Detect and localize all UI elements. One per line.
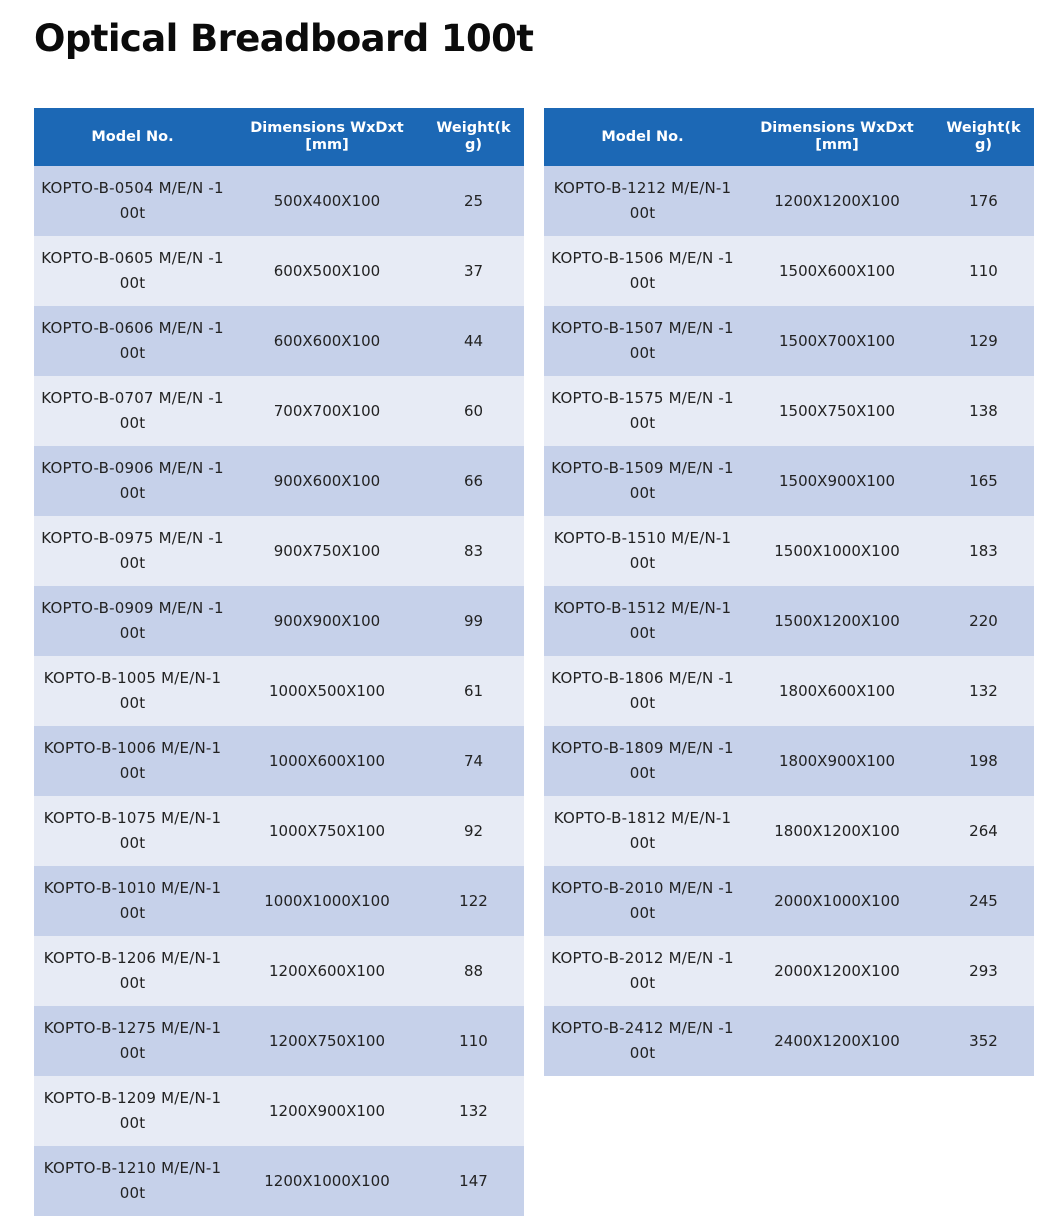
table-row	[544, 236, 1034, 306]
model-cell: KOPTO-B-2012 M/E/N -100t	[551, 949, 734, 992]
weight-cell: 99	[463, 612, 484, 630]
dimensions-cell: 1200X750X100	[269, 1032, 385, 1050]
dimensions-cell: 1200X1000X100	[264, 1172, 390, 1190]
table-row	[544, 656, 1034, 726]
weight-cell: 293	[969, 962, 998, 980]
table-row	[544, 306, 1034, 376]
table-row	[34, 1146, 524, 1216]
table-header-row	[544, 108, 1034, 166]
table-row	[544, 1006, 1034, 1076]
weight-cell: 74	[463, 752, 484, 770]
table-row	[544, 726, 1034, 796]
table-row	[544, 796, 1034, 866]
weight-cell: 198	[969, 752, 998, 770]
weight-cell: 110	[459, 1032, 488, 1050]
dimensions-cell: 1800X900X100	[779, 752, 895, 770]
dimensions-cell: 1000X600X100	[269, 752, 385, 770]
spec-table-right	[544, 108, 1034, 1076]
dimensions-cell: 500X400X100	[273, 192, 381, 210]
model-cell: KOPTO-B-1806 M/E/N -100t	[551, 669, 734, 712]
model-cell: KOPTO-B-2010 M/E/N -100t	[551, 879, 734, 922]
dimensions-cell: 1000X750X100	[269, 822, 385, 840]
model-cell: KOPTO-B-1209 M/E/N-100t	[43, 1089, 222, 1132]
weight-cell: 264	[969, 822, 998, 840]
dimensions-cell: 1800X600X100	[779, 682, 895, 700]
model-cell: KOPTO-B-1512 M/E/N-100t	[553, 599, 732, 642]
model-cell: KOPTO-B-1206 M/E/N-100t	[43, 949, 222, 992]
weight-cell: 132	[459, 1102, 488, 1120]
column-header-model: Model No.	[91, 128, 174, 145]
weight-cell: 176	[969, 192, 998, 210]
table-row	[544, 586, 1034, 656]
column-header-weight: Weight(kg)	[436, 120, 511, 153]
model-cell: KOPTO-B-1509 M/E/N -100t	[551, 459, 734, 502]
dimensions-cell: 1800X1200X100	[774, 822, 900, 840]
table-row	[544, 866, 1034, 936]
model-cell: KOPTO-B-1809 M/E/N -100t	[551, 739, 734, 782]
weight-cell: 129	[969, 332, 998, 350]
model-cell: KOPTO-B-0909 M/E/N -100t	[41, 599, 224, 642]
weight-cell: 110	[969, 262, 998, 280]
table-row	[34, 726, 524, 796]
model-cell: KOPTO-B-1006 M/E/N-100t	[43, 739, 222, 782]
weight-cell: 183	[969, 542, 998, 560]
dimensions-cell: 900X900X100	[273, 612, 381, 630]
table-row	[34, 1076, 524, 1146]
dimensions-cell: 1000X1000X100	[264, 892, 390, 910]
model-cell: KOPTO-B-2412 M/E/N -100t	[551, 1019, 734, 1062]
dimensions-cell: 2000X1200X100	[774, 962, 900, 980]
weight-cell: 245	[969, 892, 998, 910]
model-cell: KOPTO-B-0606 M/E/N -100t	[41, 319, 224, 362]
table-row	[34, 1006, 524, 1076]
dimensions-cell: 900X600X100	[273, 472, 381, 490]
model-cell: KOPTO-B-1575 M/E/N -100t	[551, 389, 734, 432]
model-cell: KOPTO-B-1812 M/E/N-100t	[553, 809, 732, 852]
dimensions-cell: 1500X750X100	[779, 402, 895, 420]
weight-cell: 147	[459, 1172, 488, 1190]
table-row	[34, 446, 524, 516]
model-cell: KOPTO-B-0605 M/E/N -100t	[41, 249, 224, 292]
dimensions-cell: 1200X600X100	[269, 962, 385, 980]
column-header-dimensions: Dimensions WxDxt [mm]	[760, 120, 914, 153]
weight-cell: 88	[463, 962, 484, 980]
dimensions-cell: 900X750X100	[273, 542, 381, 560]
dimensions-cell: 1500X600X100	[779, 262, 895, 280]
model-cell: KOPTO-B-1075 M/E/N-100t	[43, 809, 222, 852]
dimensions-cell: 1000X500X100	[269, 682, 385, 700]
table-row	[544, 516, 1034, 586]
table-row	[34, 656, 524, 726]
column-header-dimensions: Dimensions WxDxt [mm]	[250, 120, 404, 153]
weight-cell: 138	[969, 402, 998, 420]
dimensions-cell: 700X700X100	[273, 402, 381, 420]
weight-cell: 83	[463, 542, 484, 560]
model-cell: KOPTO-B-0504 M/E/N -100t	[41, 179, 224, 222]
model-cell: KOPTO-B-1506 M/E/N -100t	[551, 249, 734, 292]
weight-cell: 37	[463, 262, 484, 280]
dimensions-cell: 1200X900X100	[269, 1102, 385, 1120]
weight-cell: 132	[969, 682, 998, 700]
table-row	[34, 796, 524, 866]
model-cell: KOPTO-B-0906 M/E/N -100t	[41, 459, 224, 502]
dimensions-cell: 1500X700X100	[779, 332, 895, 350]
weight-cell: 220	[969, 612, 998, 630]
model-cell: KOPTO-B-0975 M/E/N -100t	[41, 529, 224, 572]
model-cell: KOPTO-B-1010 M/E/N-100t	[43, 879, 222, 922]
weight-cell: 60	[463, 402, 484, 420]
model-cell: KOPTO-B-1005 M/E/N-100t	[43, 669, 222, 712]
dimensions-cell: 1500X900X100	[779, 472, 895, 490]
dimensions-cell: 600X600X100	[273, 332, 381, 350]
weight-cell: 61	[463, 682, 484, 700]
column-header-model: Model No.	[601, 128, 684, 145]
weight-cell: 352	[969, 1032, 998, 1050]
dimensions-cell: 2400X1200X100	[774, 1032, 900, 1050]
model-cell: KOPTO-B-1275 M/E/N-100t	[43, 1019, 222, 1062]
table-row	[34, 866, 524, 936]
table-row	[34, 166, 524, 236]
table-row	[34, 376, 524, 446]
dimensions-cell: 1200X1200X100	[774, 192, 900, 210]
weight-cell: 165	[969, 472, 998, 490]
model-cell: KOPTO-B-1510 M/E/N-100t	[553, 529, 732, 572]
model-cell: KOPTO-B-1507 M/E/N -100t	[551, 319, 734, 362]
table-row	[34, 236, 524, 306]
table-row	[544, 936, 1034, 1006]
dimensions-cell: 600X500X100	[273, 262, 381, 280]
model-cell: KOPTO-B-1210 M/E/N-100t	[43, 1159, 222, 1202]
table-row	[34, 586, 524, 656]
weight-cell: 92	[463, 822, 484, 840]
model-cell: KOPTO-B-0707 M/E/N -100t	[41, 389, 224, 432]
column-header-weight: Weight(kg)	[946, 120, 1021, 153]
table-row	[544, 376, 1034, 446]
dimensions-cell: 1500X1200X100	[774, 612, 900, 630]
table-row	[544, 446, 1034, 516]
weight-cell: 122	[459, 892, 488, 910]
table-row	[34, 936, 524, 1006]
table-header-row	[34, 108, 524, 166]
table-row	[544, 166, 1034, 236]
page-title: Optical Breadboard 100t	[34, 17, 534, 60]
weight-cell: 44	[463, 332, 484, 350]
weight-cell: 66	[463, 472, 484, 490]
table-row	[34, 306, 524, 376]
model-cell: KOPTO-B-1212 M/E/N-100t	[553, 179, 732, 222]
weight-cell: 25	[463, 192, 484, 210]
dimensions-cell: 1500X1000X100	[774, 542, 900, 560]
table-row	[34, 516, 524, 586]
dimensions-cell: 2000X1000X100	[774, 892, 900, 910]
spec-table-left	[34, 108, 524, 1216]
